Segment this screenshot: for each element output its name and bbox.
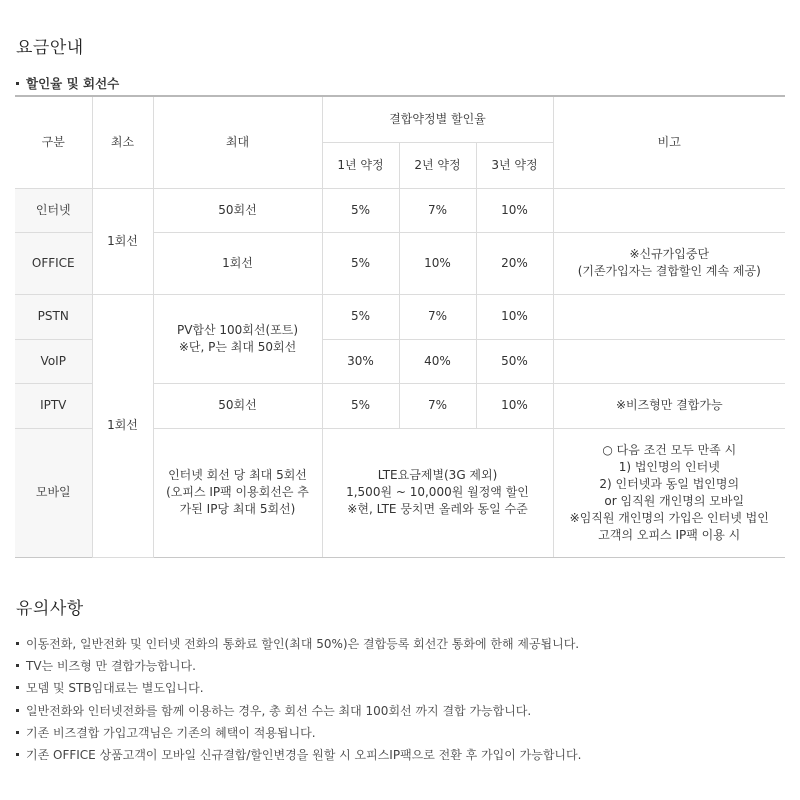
discount-table — [15, 95, 785, 558]
notes-list — [16, 633, 581, 766]
rate-mobile-line2: 1,500원 ~ 10,000원 월정액 할인 — [346, 485, 529, 499]
max-pstn-voip-line2: ※단, P는 최대 50회선 — [178, 339, 297, 354]
bullet-icon — [16, 731, 19, 734]
rate-mobile-line3: ※현, LTE 뭉치면 올레와 동일 수준 — [347, 502, 528, 516]
bullet-icon — [16, 709, 19, 712]
rate-3y-office: 20% — [476, 232, 553, 294]
remark-mobile-line4: or 임직원 개인명의 모바일 — [604, 493, 745, 508]
subtitle-discount — [16, 74, 119, 92]
max-mobile-line1: 인터넷 회선 당 최대 5회선 — [168, 468, 307, 482]
bullet-icon — [16, 686, 19, 689]
row-name-voip: VoIP — [15, 339, 92, 383]
note-text: 일반전화와 인터넷전화를 함께 이용하는 경우, 총 회선 수는 최대 100회선 까지 결합 가능합니다. — [26, 703, 532, 718]
table-row — [15, 188, 785, 232]
max-mobile-line2: (오피스 IP팩 이용회선은 추 — [166, 485, 309, 499]
rate-cell-mobile — [322, 428, 553, 557]
max-cell-pstn-voip — [153, 294, 322, 383]
header-3year: 3년 약정 — [476, 142, 553, 188]
remark-pstn — [553, 294, 785, 339]
header-1year: 1년 약정 — [322, 142, 399, 188]
rate-1y-pstn: 5% — [322, 294, 399, 339]
rate-2y-internet: 7% — [399, 188, 476, 232]
remark-mobile-line6: 고객의 오피스 IP팩 이용 시 — [598, 527, 741, 542]
rate-mobile-line1: LTE요금제별(3G 제외) — [377, 468, 498, 482]
list-item — [16, 655, 581, 677]
remark-mobile-line5: ※임직원 개인명의 가입은 인터넷 법인 — [569, 510, 769, 525]
header-discount-group: 결합약정별 할인율 — [322, 96, 553, 142]
rate-1y-office: 5% — [322, 232, 399, 294]
list-item — [16, 700, 581, 722]
note-text: 기존 비즈결합 가입고객님은 기존의 혜택이 적용됩니다. — [26, 725, 316, 740]
remark-iptv: ※비즈형만 결합가능 — [553, 383, 785, 428]
header-2year: 2년 약정 — [399, 142, 476, 188]
row-name-pstn: PSTN — [15, 294, 92, 339]
header-max: 최대 — [153, 96, 322, 188]
remark-internet — [553, 188, 785, 232]
note-text: 이동전화, 일반전화 및 인터넷 전화의 통화료 할인(최대 50%)은 결합등록 회선간 통화에 한해 제공됩니다. — [26, 637, 580, 651]
remark-mobile-line3: 2) 인터넷과 동일 법인명의 — [599, 476, 740, 491]
min-cell-group2: 1회선 — [92, 294, 153, 557]
rate-3y-internet: 10% — [476, 188, 553, 232]
rate-3y-pstn: 10% — [476, 294, 553, 339]
max-cell-office: 1회선 — [153, 232, 322, 294]
note-text: 모뎀 및 STB임대료는 별도입니다. — [26, 681, 204, 696]
min-cell-group1: 1회선 — [92, 188, 153, 294]
remark-mobile — [553, 428, 785, 557]
remark-office — [553, 232, 785, 294]
rate-2y-iptv: 7% — [399, 383, 476, 428]
table-row — [15, 294, 785, 339]
bullet-icon — [16, 82, 19, 85]
rate-1y-voip: 30% — [322, 339, 399, 383]
rate-3y-iptv: 10% — [476, 383, 553, 428]
max-cell-mobile — [153, 428, 322, 557]
bullet-icon — [16, 664, 19, 667]
max-cell-internet: 50회선 — [153, 188, 322, 232]
remark-mobile-line1: ○ 다음 조건 모두 만족 시 — [602, 442, 737, 457]
note-text: TV는 비즈형 만 결합가능합니다. — [26, 659, 196, 674]
max-cell-iptv: 50회선 — [153, 383, 322, 428]
section-title-pricing: 요금안내 — [16, 38, 84, 58]
bullet-icon — [16, 753, 19, 756]
section-title-notes: 유의사항 — [16, 599, 84, 619]
max-mobile-line3: 가된 IP당 최대 5회선) — [179, 502, 296, 516]
list-item — [16, 744, 581, 766]
header-min: 최소 — [92, 96, 153, 188]
list-item — [16, 633, 581, 655]
rate-2y-pstn: 7% — [399, 294, 476, 339]
row-name-mobile: 모바일 — [15, 428, 92, 557]
subtitle-text: 할인율 및 회선수 — [26, 76, 120, 91]
bullet-icon — [16, 642, 19, 645]
list-item — [16, 722, 581, 744]
remark-voip — [553, 339, 785, 383]
max-pstn-voip-line1: PV합산 100회선(포트) — [176, 322, 299, 337]
rate-3y-voip: 50% — [476, 339, 553, 383]
row-name-office: OFFICE — [15, 232, 92, 294]
rate-1y-iptv: 5% — [322, 383, 399, 428]
remark-mobile-line2: 1) 법인명의 인터넷 — [618, 459, 720, 474]
row-name-iptv: IPTV — [15, 383, 92, 428]
remark-office-line1: ※신규가입중단 — [629, 247, 710, 261]
note-text: 기존 OFFICE 상품고객이 모바일 신규결합/할인변경을 원할 시 오피스IP팩으로 전환 후 가입이 가능합니다. — [26, 747, 582, 762]
rate-2y-voip: 40% — [399, 339, 476, 383]
rate-1y-internet: 5% — [322, 188, 399, 232]
rate-2y-office: 10% — [399, 232, 476, 294]
header-remark: 비고 — [553, 96, 785, 188]
row-name-internet: 인터넷 — [15, 188, 92, 232]
header-category: 구분 — [15, 96, 92, 188]
list-item — [16, 677, 581, 699]
remark-office-line2: (기존가입자는 결합할인 계속 제공) — [577, 264, 761, 278]
